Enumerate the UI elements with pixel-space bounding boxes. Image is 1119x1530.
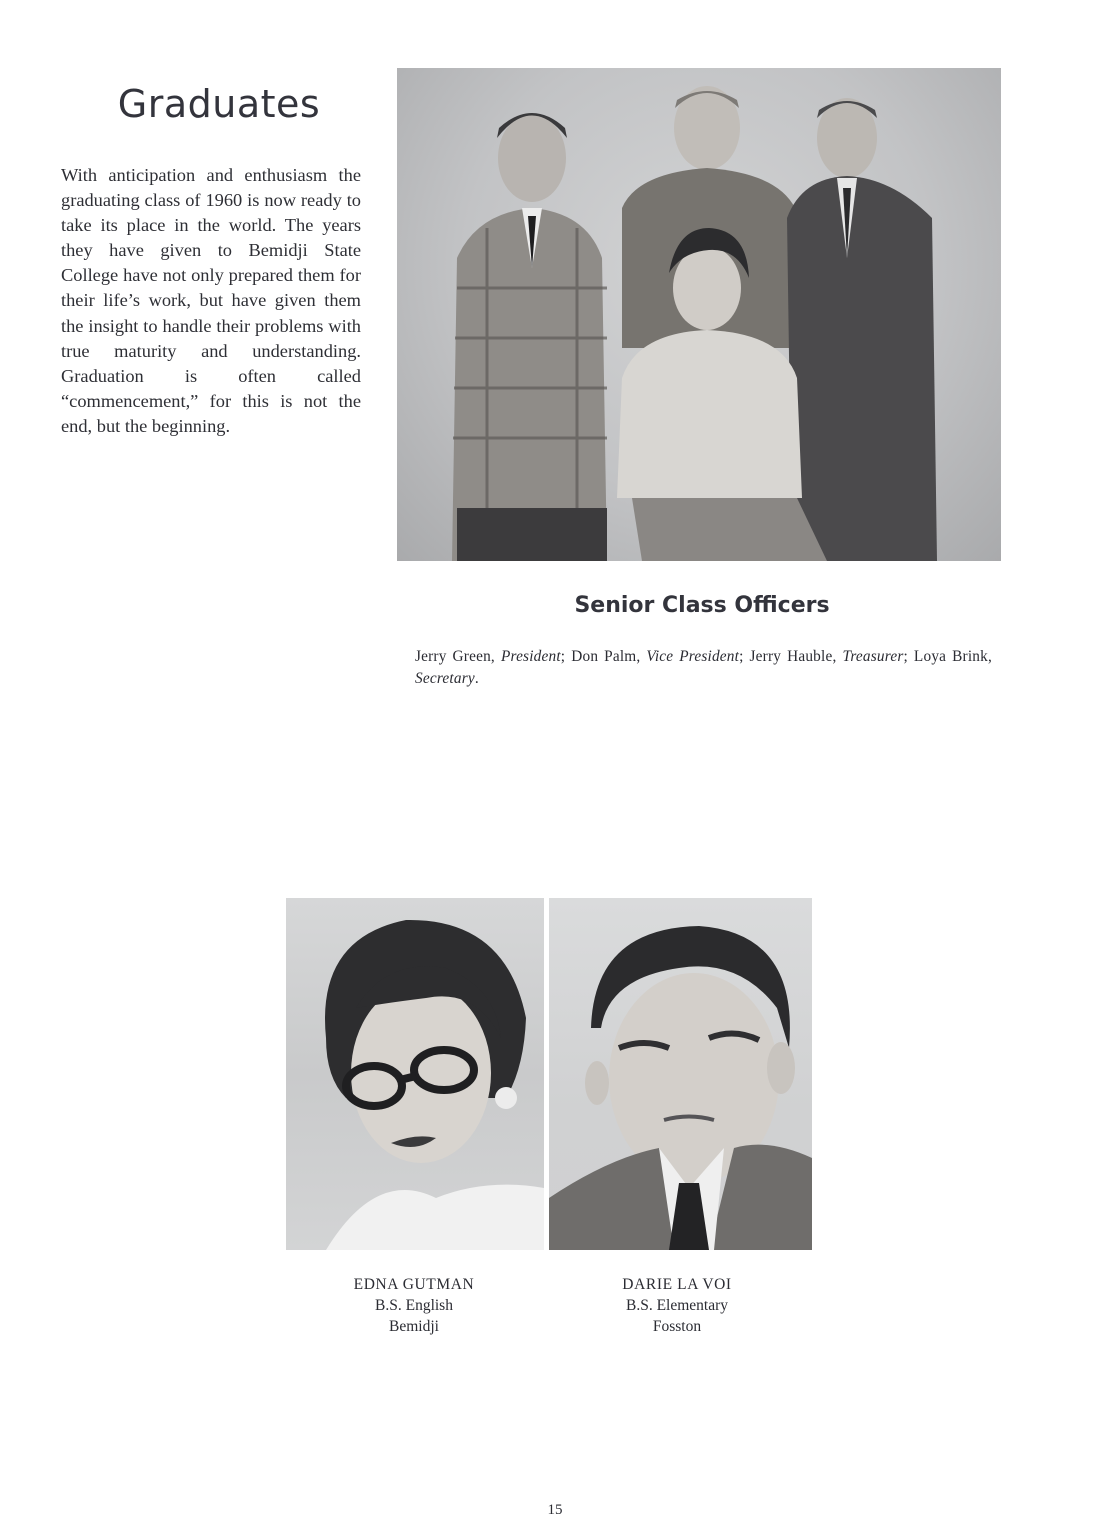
officer-name: Loya Brink,	[913, 648, 992, 665]
officer-role: President	[500, 648, 561, 665]
student-hometown: Fosston	[652, 1318, 702, 1335]
student-portrait-darie-la-voi	[549, 898, 812, 1250]
officer-name: Don Palm,	[571, 648, 647, 665]
officers-heading: Senior Class Officers	[574, 593, 830, 618]
student-name: DARIE LA VOI	[622, 1276, 732, 1293]
student-portrait-edna-gutman	[286, 898, 544, 1250]
separator: .	[474, 669, 479, 687]
figure-right-man	[787, 98, 937, 561]
group-photo-illustration	[397, 68, 1001, 561]
officer-role: Treasurer	[842, 648, 904, 665]
officer-name: Jerry Hauble,	[749, 648, 843, 665]
student-degree: B.S. English	[375, 1297, 453, 1314]
student-caption	[294, 1274, 534, 1337]
page-title: Graduates	[117, 82, 321, 126]
portrait-illustration	[286, 898, 544, 1250]
intro-paragraph: With anticipation and enthusiasm the graduating class of 1960 is now ready to take its place in the world. The years they have given to Bemidji State College have not only prepared them for their life’s work, but have given them the insight to handle their problems with true maturity and understanding. Graduation is often called “commencement,” for this is not the end, but the beginning.	[61, 165, 361, 436]
student-degree: B.S. Elementary	[625, 1297, 729, 1314]
page-number: 15	[547, 1502, 563, 1518]
student-hometown: Bemidji	[389, 1318, 439, 1335]
separator: ;	[560, 648, 572, 665]
student-caption	[557, 1274, 797, 1337]
group-photo	[397, 68, 1001, 561]
officer-role: Secretary	[415, 669, 475, 687]
portrait-illustration	[549, 898, 812, 1250]
officers-caption	[415, 646, 992, 689]
separator: ;	[903, 648, 914, 665]
separator: ;	[739, 648, 750, 665]
officer-name: Jerry Green,	[415, 648, 501, 665]
officer-role: Vice President	[646, 648, 740, 665]
student-name: EDNA GUTMAN	[353, 1276, 475, 1293]
figure-left-man	[452, 113, 607, 561]
